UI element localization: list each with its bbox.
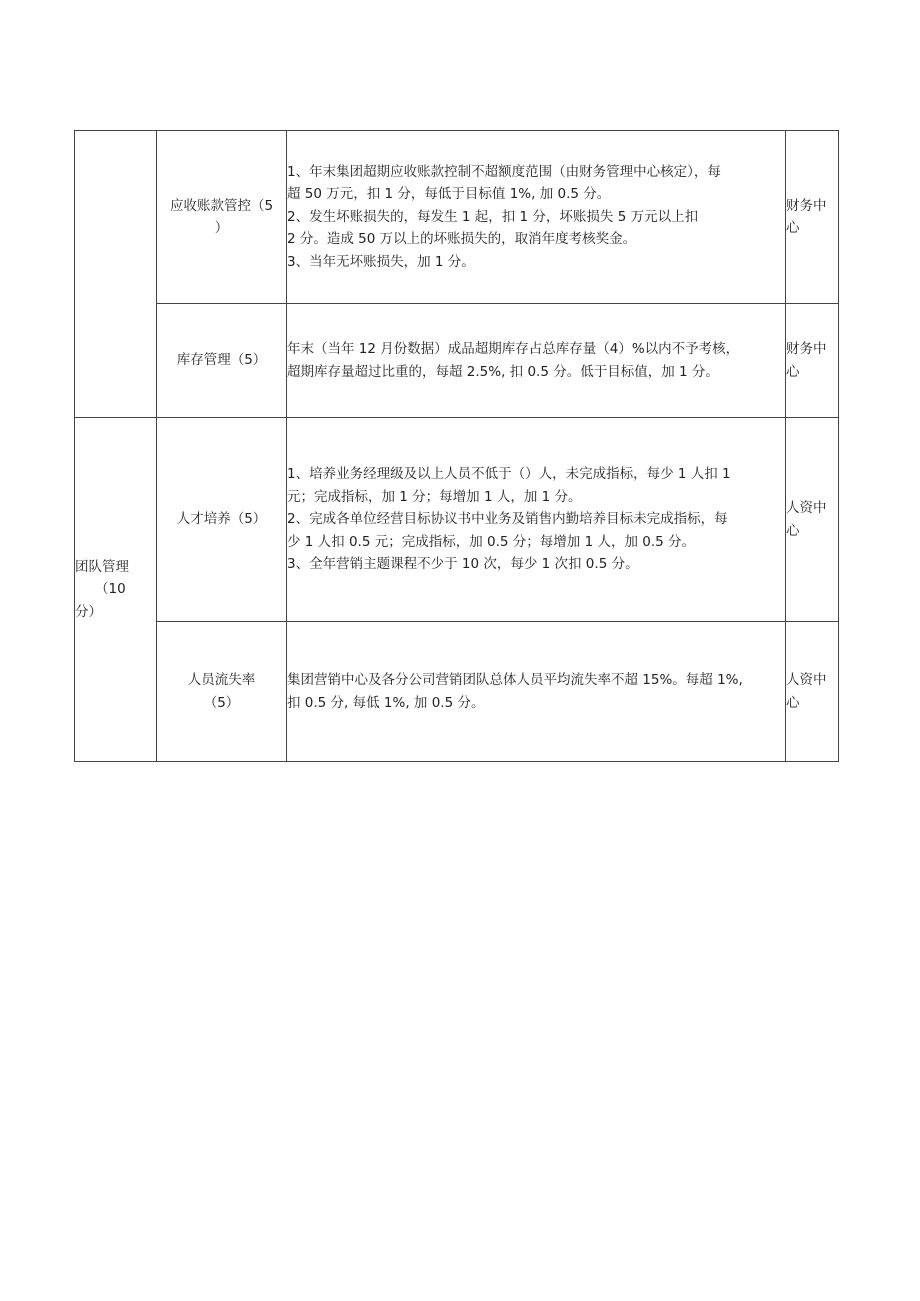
dept-cell: 人资中心 (786, 622, 839, 762)
table-row (75, 304, 839, 418)
criteria-line: 扣 0.5 分, 每低 1%, 加 0.5 分。 (287, 694, 485, 711)
criteria-cell (287, 131, 786, 304)
criteria-line: 超 50 万元，扣 1 分，每低于目标值 1%, 加 0.5 分。 (287, 186, 611, 203)
table-row (75, 131, 839, 304)
criteria-cell (287, 304, 786, 418)
dept-cell: 人资中心 (786, 418, 839, 622)
table-row (75, 418, 839, 622)
item-cell (157, 131, 287, 304)
item-name: 人才培养（5） (176, 511, 267, 528)
criteria-line: 2、完成各单位经营目标协议书中业务及销售内勤培养目标未完成指标，每 (287, 511, 728, 528)
item-score: （5） (203, 694, 240, 711)
item-cell (157, 304, 287, 418)
item-name: 应收账款管控（5 (169, 197, 274, 214)
dept-cell: 财务中心 (786, 131, 839, 304)
dept-cell: 财务中心 (786, 304, 839, 418)
category-name: 团队管理 (75, 558, 129, 575)
criteria-line: 2、发生坏账损失的，每发生 1 起，扣 1 分，坏账损失 5 万元以上扣 (287, 208, 699, 225)
item-score: ） (214, 220, 229, 236)
criteria-cell (287, 622, 786, 762)
item-name: 人员流失率 (187, 672, 256, 688)
category-cell-empty (75, 131, 157, 418)
criteria-line: 3、当年无坏账损失，加 1 分。 (287, 253, 475, 270)
item-cell (157, 622, 287, 762)
criteria-line: 2 分。造成 50 万以上的坏账损失的，取消年度考核奖金。 (287, 231, 637, 248)
criteria-line: 3、全年营销主题课程不少于 10 次，每少 1 次扣 0.5 分。 (287, 556, 639, 573)
category-score: （10 (95, 581, 126, 598)
criteria-line: 1、培养业务经理级及以上人员不低于（）人，未完成指标，每少 1 人扣 1 (287, 466, 731, 483)
criteria-line: 少 1 人扣 0.5 元；完成指标，加 0.5 分；每增加 1 人，加 0.5 分。 (287, 533, 695, 550)
criteria-line: 元；完成指标，加 1 分；每增加 1 人，加 1 分。 (287, 488, 582, 505)
item-cell (157, 418, 287, 622)
table-row (75, 622, 839, 762)
criteria-line: 年末（当年 12 月份数据）成品超期库存占总库存量（4）%以内不予考核， (287, 341, 740, 357)
criteria-line: 超期库存量超过比重的，每超 2.5%, 扣 0.5 分。低于目标值，加 1 分。 (287, 363, 719, 380)
criteria-line: 集团营销中心及各分公司营销团队总体人员平均流失率不超 15%。每超 1%, (287, 672, 743, 688)
category-cell (75, 418, 157, 762)
item-name: 库存管理（5） (176, 352, 267, 369)
assessment-table (74, 130, 839, 762)
criteria-line: 1、年末集团超期应收账款控制不超额度范围（由财务管理中心核定），每 (287, 163, 721, 180)
category-unit: 分） (75, 603, 102, 620)
criteria-cell (287, 418, 786, 622)
